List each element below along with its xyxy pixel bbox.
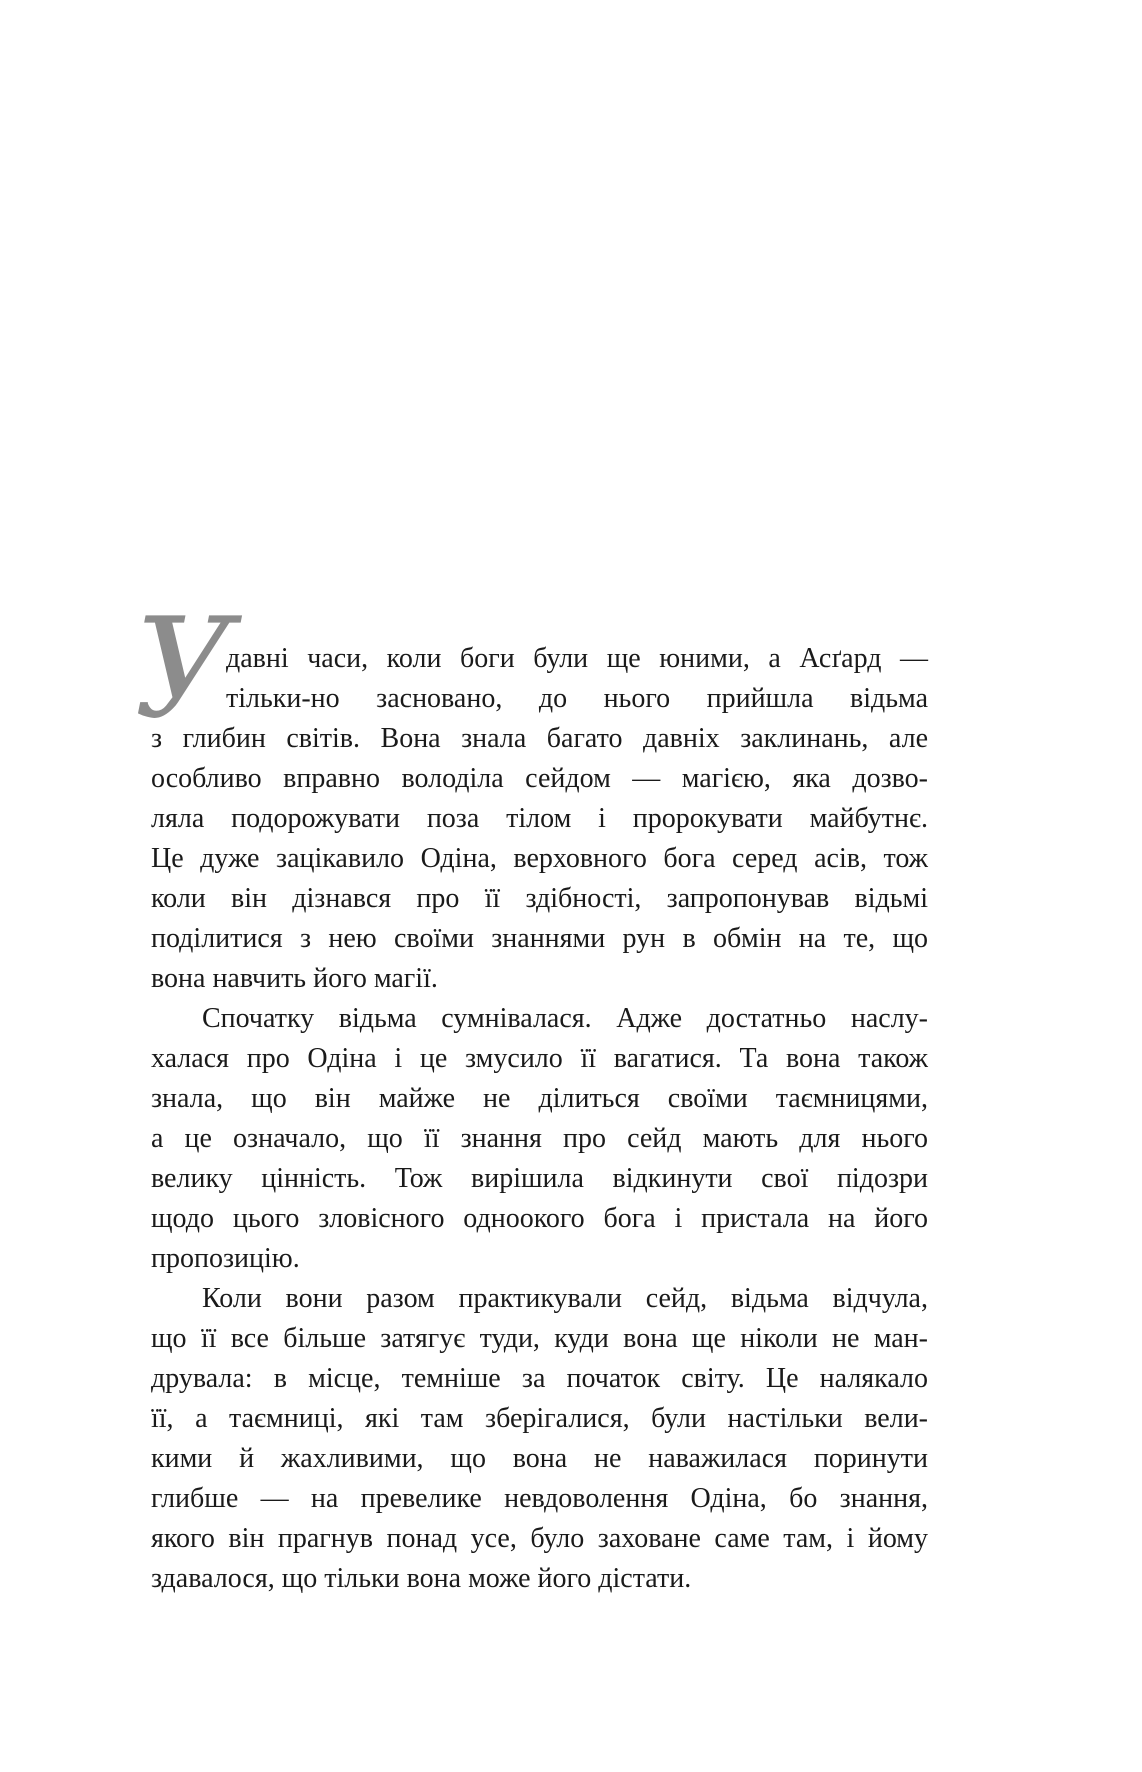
- text-line: друвала: в місце, темніше за початок світу. Це налякало: [151, 1363, 928, 1394]
- text-line: її, а таємниці, які там зберігалися, були настільки вели-: [151, 1403, 928, 1434]
- text-line: глибше — на превелике невдоволення Одіна, бо знання,: [151, 1483, 928, 1514]
- text-line: давні часи, коли боги були ще юними, а Асґард —: [226, 643, 928, 674]
- text-line: пропозицію.: [151, 1243, 300, 1274]
- text-line: якого він прагнув понад усе, було заховане саме там, і йому: [151, 1523, 928, 1554]
- text-line: тільки-но засновано, до нього прийшла відьма: [226, 683, 928, 714]
- body-text: [151, 639, 928, 1599]
- paragraph-3: [151, 1279, 928, 1599]
- text-line: велику цінність. Тож вирішила відкинути свої підозри: [151, 1163, 928, 1194]
- drop-cap-letter: У: [134, 588, 234, 749]
- text-line: Це дуже зацікавило Одіна, верховного бога серед асів, тож: [151, 843, 928, 874]
- text-line: поділитися з нею своїми знаннями рун в обмін на те, що: [151, 923, 928, 954]
- text-line: щодо цього зловісного одноокого бога і пристала на його: [151, 1203, 928, 1234]
- text-line: коли він дізнався про її здібності, запропонував відьмі: [151, 883, 928, 914]
- text-line: Коли вони разом практикували сейд, відьма відчула,: [202, 1283, 928, 1314]
- text-line: ляла подорожувати поза тілом і пророкувати майбутнє.: [151, 803, 928, 834]
- text-line: знала, що він майже не ділиться своїми таємницями,: [151, 1083, 928, 1114]
- text-line: що її все більше затягує туди, куди вона ще ніколи не ман-: [151, 1323, 928, 1354]
- text-line: а це означало, що її знання про сейд мають для нього: [151, 1123, 928, 1154]
- paragraph-1: [151, 639, 928, 999]
- text-line: здавалося, що тільки вона може його дістати.: [151, 1563, 692, 1594]
- text-line: особливо вправно володіла сейдом — магією, яка дозво-: [151, 763, 928, 794]
- text-line: Спочатку відьма сумнівалася. Адже достатньо наслу-: [202, 1003, 928, 1034]
- text-line: кими й жахливими, що вона не наважилася поринути: [151, 1443, 928, 1474]
- text-line: вона навчить його магії.: [151, 963, 438, 994]
- paragraph-2: [151, 999, 928, 1279]
- text-line: з глибин світів. Вона знала багато давніх заклинань, але: [151, 723, 928, 754]
- text-line: халася про Одіна і це змусило її вагатися. Та вона також: [151, 1043, 928, 1074]
